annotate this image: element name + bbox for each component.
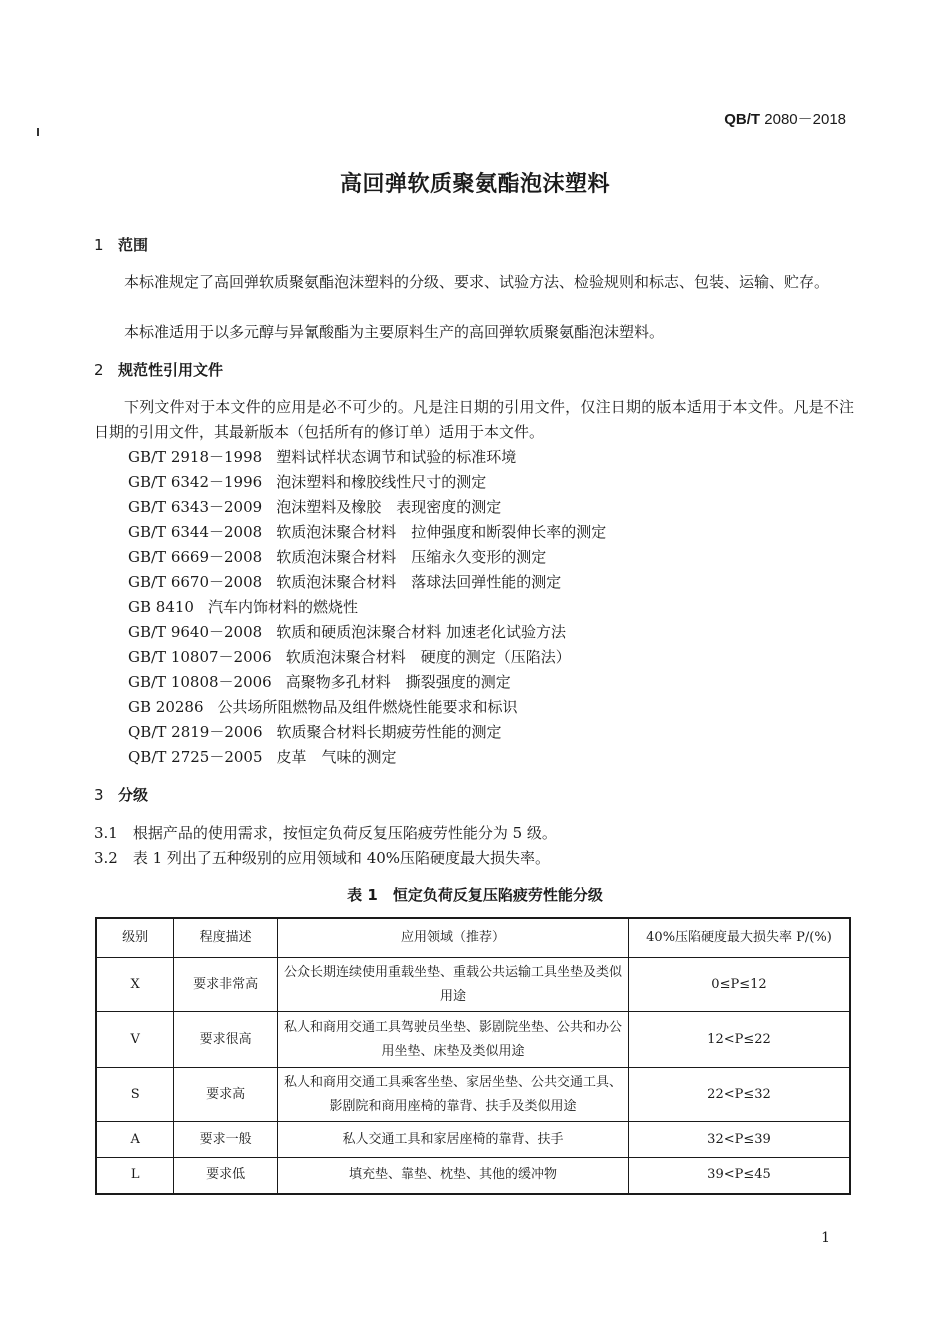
description-cell: 要求高 bbox=[174, 1068, 278, 1122]
grade-cell: X bbox=[96, 958, 174, 1012]
clause-3-2: 3.2 表 1 列出了五种级别的应用领域和 40%压陷硬度最大损失率。 bbox=[94, 849, 551, 867]
section-1-paragraph-2: 本标准适用于以多元醇与异氰酸酯为主要原料生产的高回弹软质聚氨酯泡沫塑料。 bbox=[124, 323, 665, 341]
description-cell: 要求很高 bbox=[174, 1012, 278, 1068]
section-number: 2 bbox=[94, 361, 104, 379]
table-header-row bbox=[96, 918, 850, 958]
reference-code: GB/T 10808－2006 bbox=[128, 673, 272, 691]
reference-code: GB 8410 bbox=[128, 598, 194, 616]
reference-code: GB/T 9640－2008 bbox=[128, 623, 263, 641]
section-number: 1 bbox=[94, 236, 104, 254]
document-title: 高回弹软质聚氨酯泡沫塑料 bbox=[339, 172, 610, 197]
reference-code: GB/T 10807－2006 bbox=[128, 648, 272, 666]
reference-item bbox=[128, 696, 518, 717]
section-1-heading bbox=[94, 234, 148, 255]
reference-name: 软质泡沫聚合材料 压缩永久变形的测定 bbox=[276, 548, 547, 566]
section-title: 分级 bbox=[118, 786, 149, 804]
section-number: 3 bbox=[94, 786, 104, 804]
reference-code: GB 20286 bbox=[128, 698, 204, 716]
reference-code: GB/T 6342－1996 bbox=[128, 473, 263, 491]
reference-item bbox=[128, 621, 566, 642]
reference-code: GB/T 6343－2009 bbox=[128, 498, 263, 516]
description-cell: 要求一般 bbox=[174, 1122, 278, 1158]
section-2-heading bbox=[94, 359, 223, 380]
reference-item bbox=[128, 596, 358, 617]
loss-rate-cell: 22<P≤32 bbox=[628, 1068, 850, 1122]
application-cell: 私人交通工具和家居座椅的靠背、扶手 bbox=[278, 1122, 629, 1158]
reference-name: 泡沫塑料和橡胶线性尺寸的测定 bbox=[276, 473, 487, 491]
table-row bbox=[96, 958, 850, 1012]
reference-code: GB/T 6669－2008 bbox=[128, 548, 263, 566]
reference-item bbox=[128, 571, 561, 592]
reference-code: GB/T 2918－1998 bbox=[128, 448, 263, 466]
loss-rate-cell: 0≤P≤12 bbox=[628, 958, 850, 1012]
reference-code: QB/T 2725－2005 bbox=[128, 748, 263, 766]
header-cell: 程度描述 bbox=[174, 918, 278, 958]
reference-item bbox=[128, 521, 606, 542]
reference-name: 软质泡沫聚合材料 硬度的测定（压陷法） bbox=[285, 648, 571, 666]
header-cell: 应用领域（推荐） bbox=[278, 918, 629, 958]
description-cell: 要求低 bbox=[174, 1158, 278, 1194]
reference-item bbox=[128, 721, 502, 742]
section-2-intro: 下列文件对于本文件的应用是必不可少的。凡是注日期的引用文件，仅注日期的版本适用于本文件。凡是不注日期的引用文件，其最新版本（包括所有的修订单）适用于本文件。 bbox=[94, 398, 854, 441]
reference-name: 皮革 气味的测定 bbox=[276, 748, 397, 766]
application-cell: 私人和商用交通工具驾驶员坐垫、影剧院坐垫、公共和办公用坐垫、床垫及类似用途 bbox=[278, 1012, 629, 1068]
loss-rate-cell: 32<P≤39 bbox=[628, 1122, 850, 1158]
reference-name: 软质聚合材料长期疲劳性能的测定 bbox=[276, 723, 502, 741]
reference-name: 泡沫塑料及橡胶 表现密度的测定 bbox=[276, 498, 502, 516]
standard-code: QB/T 2080－2018 bbox=[724, 111, 846, 128]
margin-mark bbox=[37, 128, 39, 136]
reference-item bbox=[128, 671, 511, 692]
loss-rate-cell: 12<P≤22 bbox=[628, 1012, 850, 1068]
grade-cell: V bbox=[96, 1012, 174, 1068]
grade-cell: S bbox=[96, 1068, 174, 1122]
loss-rate-cell: 39<P≤45 bbox=[628, 1158, 850, 1194]
header-cell: 级别 bbox=[96, 918, 174, 958]
header-cell: 40%压陷硬度最大损失率 P/(%) bbox=[628, 918, 850, 958]
clause-3-1: 3.1 根据产品的使用需求，按恒定负荷反复压陷疲劳性能分为 5 级。 bbox=[94, 824, 557, 842]
reference-item bbox=[128, 746, 397, 767]
section-title: 范围 bbox=[118, 236, 149, 254]
reference-code: QB/T 2819－2006 bbox=[128, 723, 263, 741]
application-cell: 私人和商用交通工具乘客坐垫、家居坐垫、公共交通工具、影剧院和商用座椅的靠背、扶手及类似用途 bbox=[278, 1068, 629, 1122]
table-row bbox=[96, 1012, 850, 1068]
grade-cell: A bbox=[96, 1122, 174, 1158]
reference-name: 高聚物多孔材料 撕裂强度的测定 bbox=[285, 673, 511, 691]
grade-cell: L bbox=[96, 1158, 174, 1194]
reference-item bbox=[128, 471, 486, 492]
reference-name: 公共场所阻燃物品及组件燃烧性能要求和标识 bbox=[217, 698, 518, 716]
reference-item bbox=[128, 546, 546, 567]
description-cell: 要求非常高 bbox=[174, 958, 278, 1012]
reference-name: 塑料试样状态调节和试验的标准环境 bbox=[276, 448, 517, 466]
table-row bbox=[96, 1068, 850, 1122]
reference-item bbox=[128, 446, 516, 467]
reference-name: 软质和硬质泡沫聚合材料 加速老化试验方法 bbox=[276, 623, 566, 641]
reference-code: GB/T 6344－2008 bbox=[128, 523, 263, 541]
table-row bbox=[96, 1122, 850, 1158]
table-row bbox=[96, 1158, 850, 1194]
reference-name: 软质泡沫聚合材料 拉伸强度和断裂伸长率的测定 bbox=[276, 523, 607, 541]
grading-table bbox=[95, 917, 851, 1195]
reference-name: 软质泡沫聚合材料 落球法回弹性能的测定 bbox=[276, 573, 562, 591]
section-3-heading bbox=[94, 784, 148, 805]
reference-name: 汽车内饰材料的燃烧性 bbox=[207, 598, 358, 616]
page-number: 1 bbox=[821, 1230, 830, 1246]
reference-code: GB/T 6670－2008 bbox=[128, 573, 263, 591]
reference-item bbox=[128, 496, 501, 517]
table-caption: 表 1 恒定负荷反复压陷疲劳性能分级 bbox=[347, 886, 603, 904]
section-title: 规范性引用文件 bbox=[118, 361, 224, 379]
application-cell: 公众长期连续使用重载坐垫、重载公共运输工具坐垫及类似用途 bbox=[278, 958, 629, 1012]
reference-item bbox=[128, 646, 571, 667]
section-1-paragraph-1: 本标准规定了高回弹软质聚氨酯泡沫塑料的分级、要求、试验方法、检验规则和标志、包装、运输、贮存。 bbox=[124, 273, 830, 291]
application-cell: 填充垫、靠垫、枕垫、其他的缓冲物 bbox=[278, 1158, 629, 1194]
